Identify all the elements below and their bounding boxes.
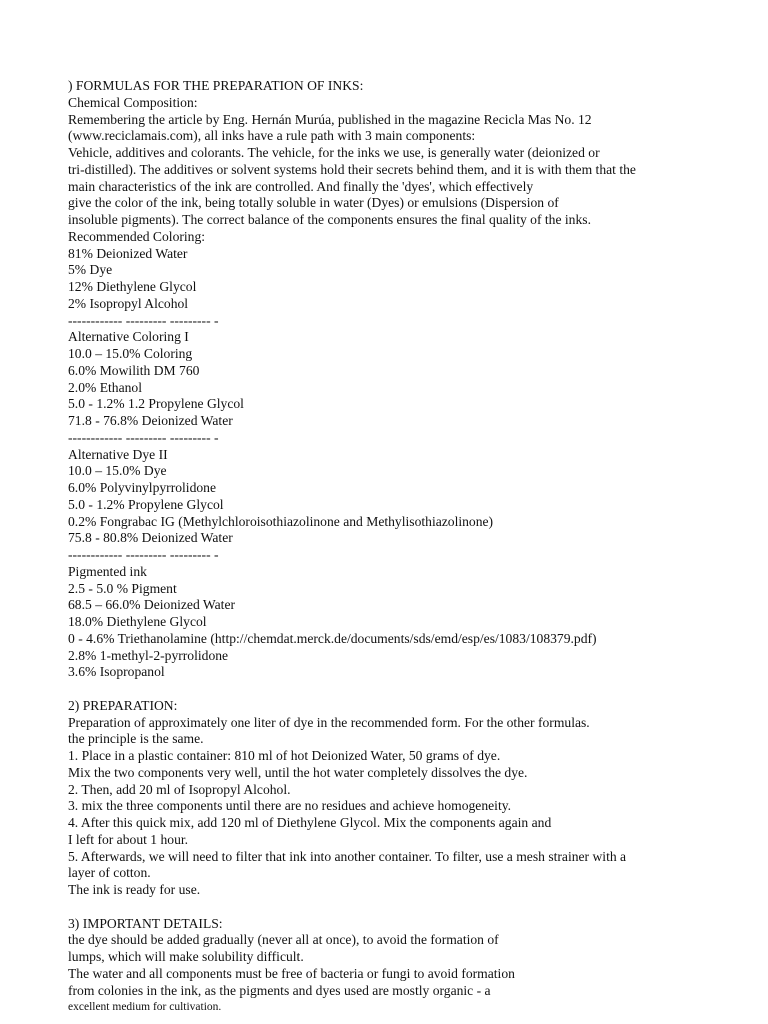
- document-line: 5% Dye: [68, 262, 113, 278]
- document-line: Recommended Coloring:: [68, 228, 206, 244]
- document-line: 2. Then, add 20 ml of Isopropyl Alcohol.: [68, 781, 291, 797]
- document-line: give the color of the ink, being totally soluble in water (Dyes) or emulsions (Dispersion of: [68, 195, 559, 211]
- document-line: 18.0% Diethylene Glycol: [68, 614, 207, 629]
- document-line: ------------ --------- --------- -: [68, 312, 219, 328]
- document-line: 3.6% Isopropanol: [68, 664, 165, 680]
- document-line: 3. mix the three components until there are no residues and achieve homogeneity.: [68, 798, 512, 814]
- document-line: main characteristics of the ink are controlled. And finally the 'dyes', which effectively: [68, 178, 534, 194]
- document-line: (www.reciclamais.com), all inks have a rule path with 3 main components:: [68, 128, 476, 144]
- document-line: 75.8 - 80.8% Deionized Water: [68, 530, 233, 546]
- document-line: The ink is ready for use.: [68, 882, 201, 897]
- preparation-section: [68, 698, 728, 899]
- formulas-section: [68, 78, 728, 681]
- document-line: 71.8 - 76.8% Deionized Water: [68, 413, 233, 428]
- document-line: Mix the two components very well, until the hot water completely dissolves the dye.: [68, 764, 528, 780]
- document-line: 12% Diethylene Glycol: [68, 279, 197, 294]
- document-line: 0.2% Fongrabac IG (Methylchloroisothiazolinone and Methylisothiazolinone): [68, 513, 494, 529]
- document-line: 2% Isopropyl Alcohol: [68, 295, 189, 311]
- document-line: 68.5 – 66.0% Deionized Water: [68, 597, 236, 613]
- document-line: 6.0% Mowilith DM 760: [68, 362, 200, 378]
- document-line: Alternative Dye II: [68, 446, 168, 462]
- document-line: Pigmented ink: [68, 563, 147, 579]
- document-line: 2) PREPARATION:: [68, 697, 178, 713]
- document-line: 10.0 – 15.0% Coloring: [68, 346, 193, 361]
- document-line: tri-distilled). The additives or solvent systems hold their secrets behind them, and it is with them that the: [68, 161, 636, 177]
- document-line: ------------ --------- --------- -: [68, 429, 219, 445]
- document-line: layer of cotton.: [68, 865, 151, 881]
- document-line: ------------ --------- --------- -: [68, 547, 219, 562]
- document-line: 5.0 - 1.2% Propylene Glycol: [68, 496, 224, 512]
- document-line: Vehicle, additives and colorants. The vehicle, for the inks we use, is generally water (deionized or: [68, 145, 600, 160]
- document-line: Chemical Composition:: [68, 94, 198, 110]
- document-line: lumps, which will make solubility difficult.: [68, 949, 304, 964]
- document-line: 3) IMPORTANT DETAILS:: [68, 915, 223, 931]
- document-line: excellent medium for cultivation.: [68, 1001, 222, 1014]
- document-line: I left for about 1 hour.: [68, 831, 189, 847]
- document-line: 5. Afterwards, we will need to filter that ink into another container. To filter, use a mesh strainer with a: [68, 848, 627, 864]
- document-line: the principle is the same.: [68, 731, 204, 747]
- document-line: The water and all components must be free of bacteria or fungi to avoid formation: [68, 965, 515, 981]
- document-line: 10.0 – 15.0% Dye: [68, 463, 167, 479]
- document-line: 2.5 - 5.0 % Pigment: [68, 580, 177, 596]
- document-line: 2.0% Ethanol: [68, 379, 142, 395]
- document-line: 1. Place in a plastic container: 810 ml of hot Deionized Water, 50 grams of dye.: [68, 748, 501, 763]
- important-details-section: [68, 916, 728, 1000]
- document-line: from colonies in the ink, as the pigments and dyes used are mostly organic - a: [68, 982, 491, 998]
- document-line: 2.8% 1-methyl-2-pyrrolidone: [68, 647, 229, 663]
- document-line: Alternative Coloring I: [68, 329, 189, 345]
- document-line: 0 - 4.6% Triethanolamine (http://chemdat.merck.de/documents/sds/emd/esp/es/1083/108379.pdf): [68, 630, 597, 646]
- paragraph-gap: [68, 681, 728, 698]
- document-line: 81% Deionized Water: [68, 245, 188, 261]
- document-line: the dye should be added gradually (never all at once), to avoid the formation of: [68, 932, 499, 948]
- document-line: Preparation of approximately one liter of dye in the recommended form. For the other formulas.: [68, 714, 590, 730]
- document-line: insoluble pigments). The correct balance of the components ensures the final quality of the inks.: [68, 212, 591, 227]
- paragraph-gap: [68, 899, 728, 916]
- document-line: Remembering the article by Eng. Hernán Murúa, published in the magazine Recicla Mas No. 12: [68, 111, 592, 127]
- document-line: 5.0 - 1.2% 1.2 Propylene Glycol: [68, 396, 244, 412]
- document-line: 6.0% Polyvinylpyrrolidone: [68, 480, 217, 495]
- document-line: ) FORMULAS FOR THE PREPARATION OF INKS:: [68, 78, 364, 93]
- document-body: [68, 78, 728, 1016]
- document-line: 4. After this quick mix, add 120 ml of Diethylene Glycol. Mix the components again and: [68, 815, 552, 830]
